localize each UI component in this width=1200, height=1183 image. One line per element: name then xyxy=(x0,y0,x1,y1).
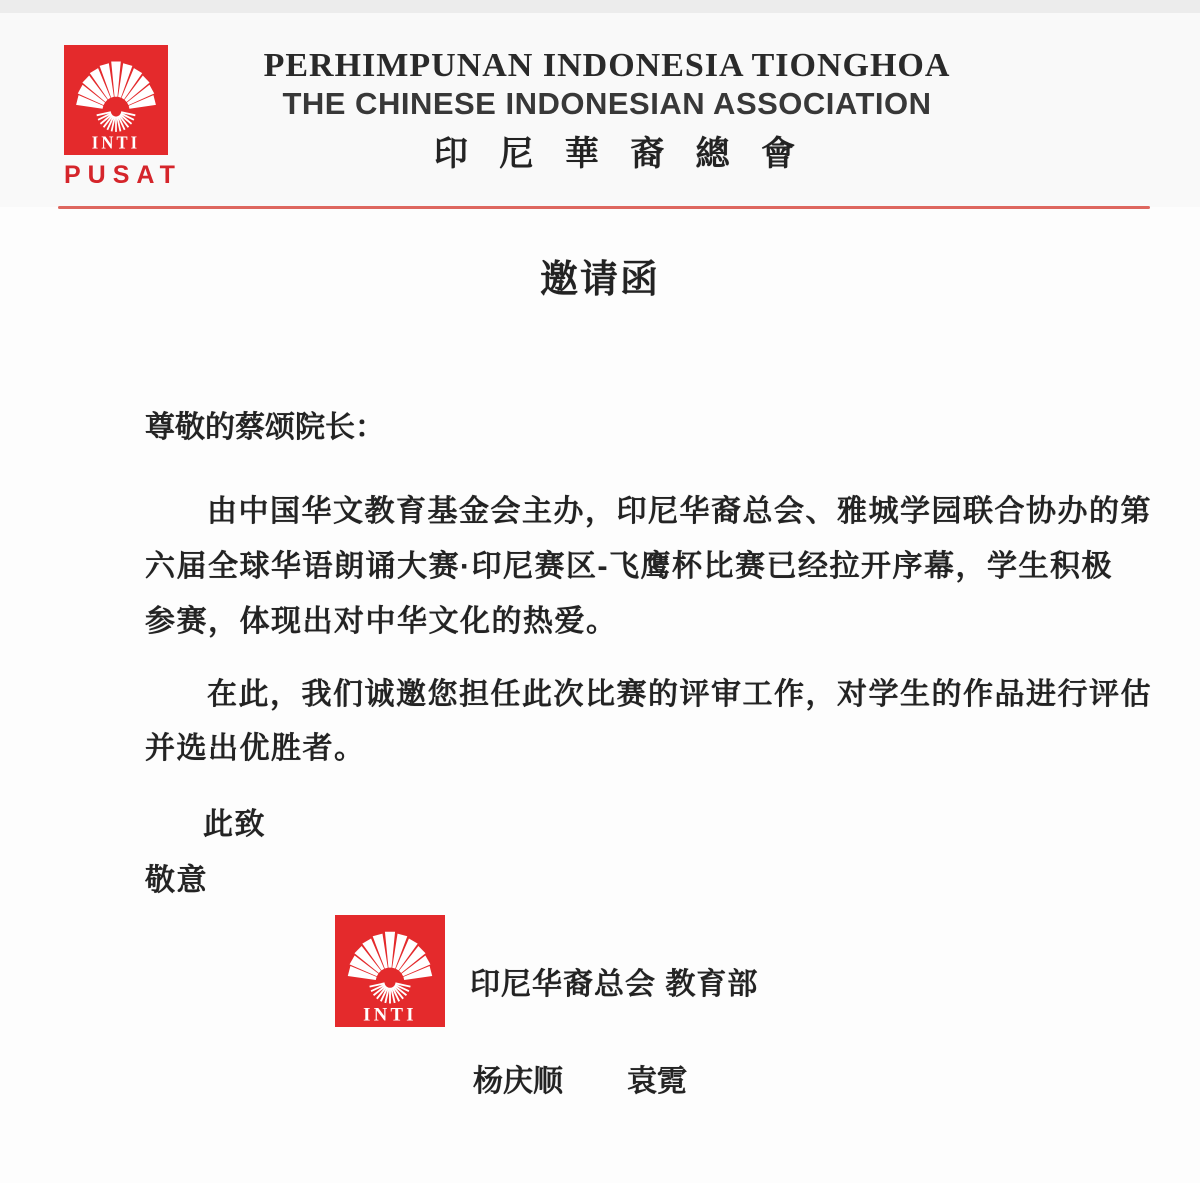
paragraph1-line1: 由中国华文教育基金会主办，印尼华裔总会、雅城学园联合协办的第 xyxy=(207,495,1152,528)
signature-names xyxy=(473,1056,687,1100)
top-gray-strip xyxy=(0,0,1200,13)
signer-name-1: 杨庆顺 xyxy=(473,1065,563,1098)
red-divider-line xyxy=(58,206,1150,209)
salutation: 尊敬的蔡颂院长： xyxy=(145,411,385,444)
signer-name-2: 袁霓 xyxy=(627,1065,687,1098)
inti-sunburst-icon xyxy=(335,915,445,1027)
signature-block xyxy=(335,915,758,1027)
org-name-english: THE CHINESE INDONESIAN ASSOCIATION xyxy=(282,86,932,121)
org-name-chinese: 印 尼 華 裔 總 會 xyxy=(433,135,807,173)
paragraph2-line1: 在此，我们诚邀您担任此次比赛的评审工作，对学生的作品进行评估 xyxy=(207,678,1152,711)
paragraph2-line2: 并选出优胜者。 xyxy=(145,732,366,765)
paragraph1-line3: 参赛，体现出对中华文化的热爱。 xyxy=(145,605,618,638)
logo-inti-label: INTI xyxy=(363,1004,417,1026)
closing-salute: 敬意 xyxy=(145,864,208,897)
org-name-latin: PERHIMPUNAN INDONESIA TIONGHOA xyxy=(263,47,951,84)
paragraph1-line2: 六届全球华语朗诵大赛·印尼赛区-飞鹰杯比赛已经拉开序幕，学生积极 xyxy=(145,550,1113,583)
signature-organization: 印尼华裔总会 教育部 xyxy=(470,968,759,1001)
closing-respectfully: 此致 xyxy=(203,808,266,841)
letter-title: 邀请函 xyxy=(539,259,660,301)
logo-inti-label: INTI xyxy=(91,132,141,153)
logo-pusat-label: PUSAT xyxy=(64,161,182,189)
